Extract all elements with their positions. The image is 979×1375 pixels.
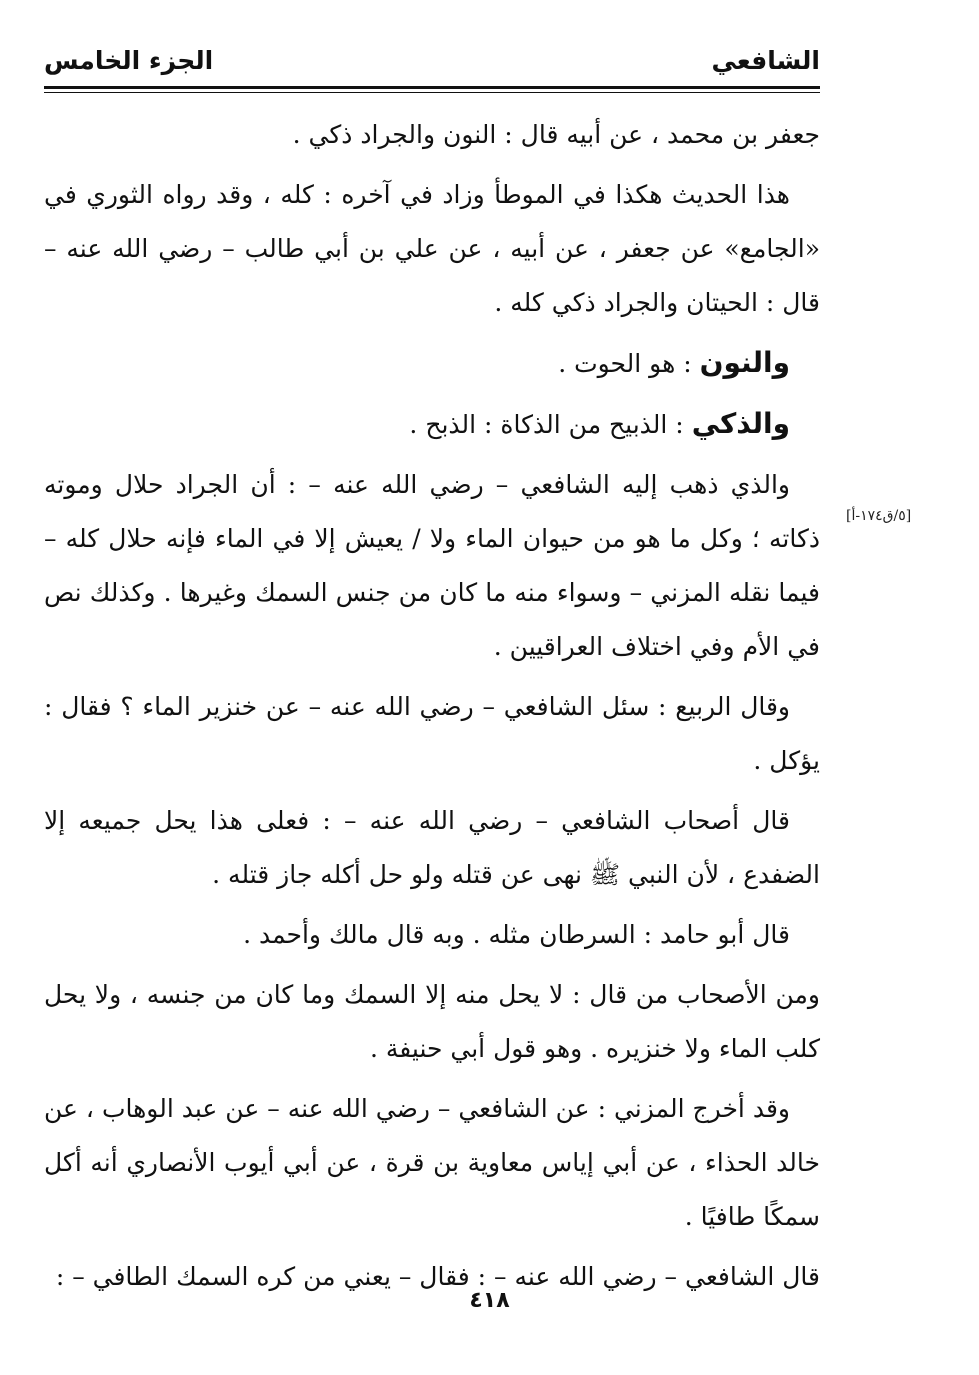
paragraph-9 — [44, 968, 820, 1076]
paragraph-text: جعفر بن محمد ، عن أبيه قال : النون والجراد ذكي . — [292, 120, 820, 149]
manuscript-folio-note: [٥/ق١٧٤-أ] — [846, 508, 912, 524]
paragraph-7 — [44, 794, 820, 902]
paragraph-text: وقال الربيع : سئل الشافعي – رضي الله عنه – عن خنزير الماء ؟ فقال : يؤكل . — [44, 692, 820, 775]
paragraph-10 — [44, 1082, 820, 1244]
paragraph-text: وقد أخرج المزني : عن الشافعي – رضي الله عنه – عن عبد الوهاب ، عن خالد الحذاء ، عن أبي إياس معاوية بن قرة ، عن أبي أيوب الأنصاري أنه أكل سمكًا طافيًا . — [44, 1094, 820, 1231]
paragraph-text: ومن الأصحاب من قال : لا يحل منه إلا السمك وما كان من جنسه ، ولا يحل كلب الماء ولا خنزيره . وهو قول أبي حنيفة . — [44, 980, 820, 1063]
paragraph-3 — [44, 336, 820, 391]
paragraph-4 — [44, 397, 820, 452]
paragraph-text: قال أصحاب الشافعي – رضي الله عنه – : فعلى هذا يحل جميعه إلا الضفدع ، لأن النبي ﷺ نهى عن قتله ولو حل أكله جاز قتله . — [44, 806, 820, 889]
header-book-title: الشافعي — [711, 45, 820, 75]
paragraph-text: : الذبيح من الذكاة : الذبح . — [409, 410, 692, 439]
paragraph-text: قال الشافعي – رضي الله عنه – : فقال – يعني من كره السمك الطافي – : — [55, 1262, 820, 1291]
header-rule-thick — [44, 86, 820, 89]
paragraph-text: هذا الحديث هكذا في الموطأ وزاد في آخره : كله ، وقد رواه الثوري في «الجامع» عن جعفر ، عن أبيه ، عن علي بن أبي طالب – رضي الله عنه – قال : الحيتان والجراد ذكي كله . — [44, 180, 820, 317]
page-number: ٤١٨ — [469, 1288, 510, 1313]
running-header — [44, 40, 820, 80]
paragraph-text: والذي ذهب إليه الشافعي – رضي الله عنه – : أن الجراد حلال وموته ذكاته ؛ وكل ما هو من حيوان الماء ولا / يعيش إلا في الماء فإنه حلال كله – فيما نقله المزني – وسواء منه ما كان من جنس السمك وغيرها . وكذلك نص في الأم وفي اختلاف العراقيين . — [44, 470, 820, 661]
paragraph-8 — [44, 908, 820, 962]
paragraph-5 — [44, 458, 820, 674]
paragraph-6 — [44, 680, 820, 788]
main-text — [44, 108, 820, 1310]
paragraph-text: قال أبو حامد : السرطان مثله . وبه قال مالك وأحمد . — [243, 920, 790, 949]
paragraph-1 — [44, 108, 820, 162]
header-rule-thin — [44, 92, 820, 93]
paragraph-text: : هو الحوت . — [558, 349, 700, 378]
defined-term: والنون — [699, 346, 790, 379]
defined-term: والذكي — [691, 407, 790, 440]
header-volume-title: الجزء الخامس — [44, 45, 214, 75]
paragraph-2 — [44, 168, 820, 330]
